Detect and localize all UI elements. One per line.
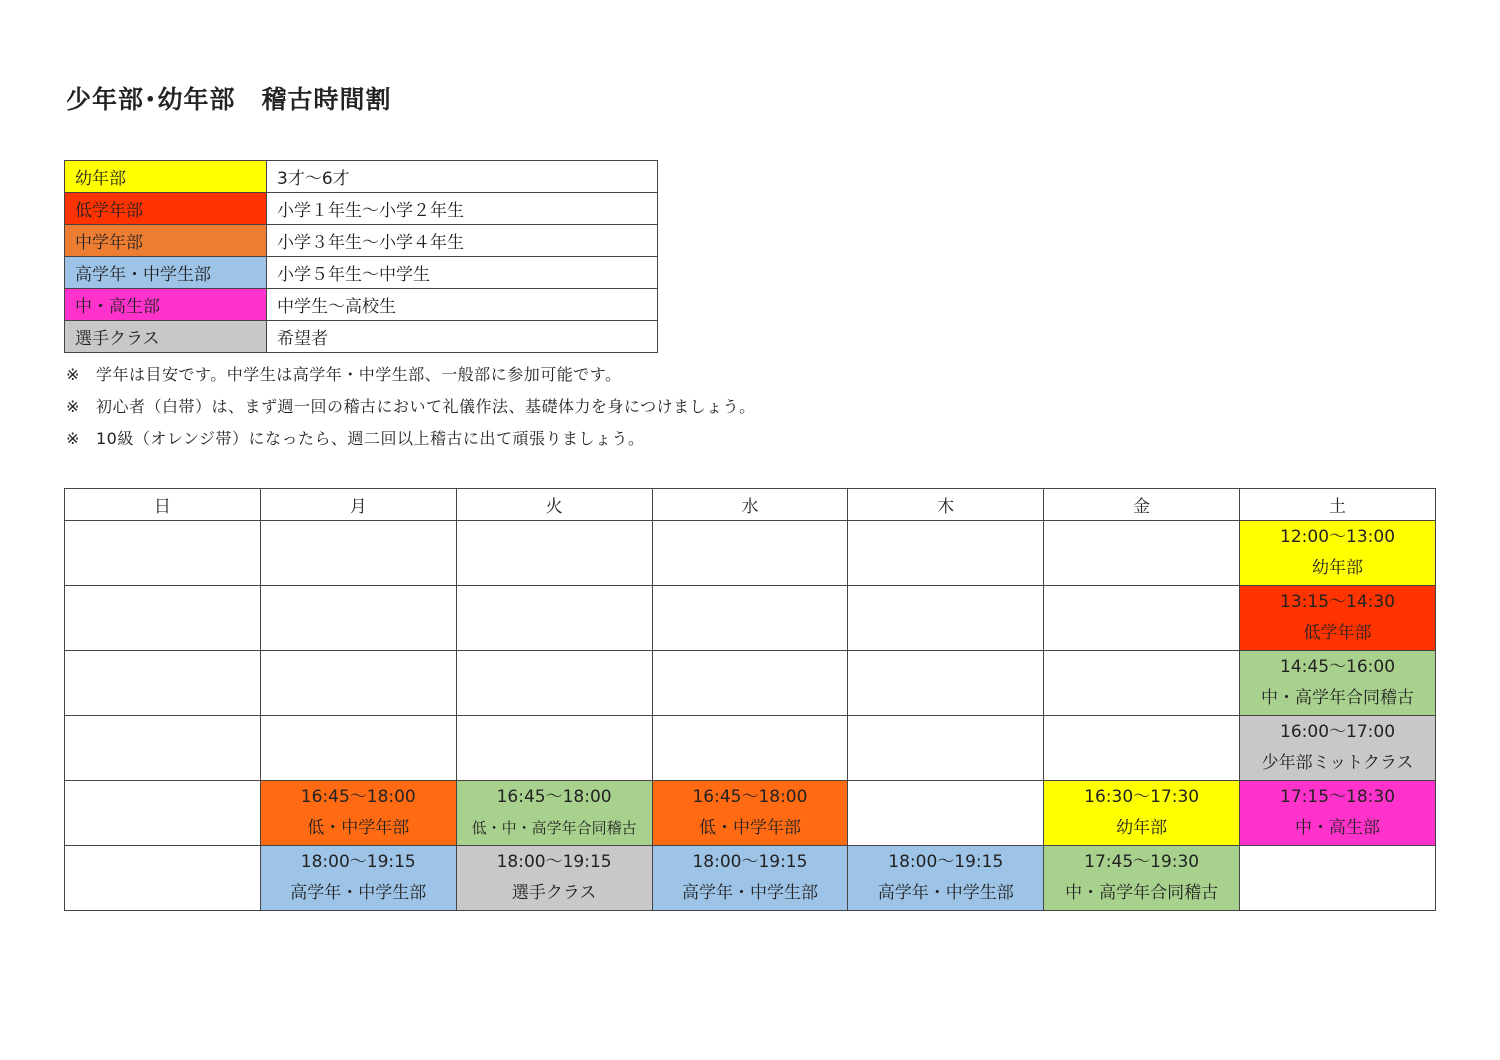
empty-slot	[848, 651, 1044, 716]
schedule-row	[65, 781, 1436, 846]
empty-slot	[456, 586, 652, 651]
slot-group: 高学年・中学生部	[681, 883, 818, 903]
legend-description: 中学生〜高校生	[267, 289, 658, 321]
legend-table	[64, 160, 658, 353]
empty-slot	[65, 781, 261, 846]
empty-slot	[848, 521, 1044, 586]
day-header-row	[65, 489, 1436, 521]
empty-slot	[1044, 521, 1240, 586]
slot-time: 16:00〜17:00	[1280, 722, 1396, 742]
note-mark: ※	[66, 429, 80, 448]
empty-slot	[65, 521, 261, 586]
legend-row	[65, 289, 658, 321]
class-slot	[1044, 846, 1240, 911]
slot-time: 16:45〜18:00	[692, 787, 808, 807]
legend-row	[65, 225, 658, 257]
class-slot	[1240, 651, 1436, 716]
day-header: 土	[1240, 489, 1436, 521]
empty-slot	[848, 586, 1044, 651]
slot-time: 16:45〜18:00	[496, 787, 612, 807]
legend-label: 低学年部	[65, 193, 267, 225]
legend-label: 中・高生部	[65, 289, 267, 321]
class-slot	[260, 846, 456, 911]
class-slot	[1240, 586, 1436, 651]
day-header: 火	[456, 489, 652, 521]
slot-time: 13:15〜14:30	[1280, 592, 1396, 612]
empty-slot	[456, 521, 652, 586]
class-slot	[652, 781, 848, 846]
schedule-row	[65, 846, 1436, 911]
slot-time: 17:15〜18:30	[1280, 787, 1396, 807]
page-title: 少年部･幼年部 稽古時間割	[66, 85, 392, 114]
empty-slot	[65, 586, 261, 651]
class-slot	[456, 846, 652, 911]
empty-slot	[65, 846, 261, 911]
slot-group: 高学年・中学生部	[290, 883, 427, 903]
day-header: 木	[848, 489, 1044, 521]
slot-time: 18:00〜19:15	[692, 852, 808, 872]
legend-description: 希望者	[267, 321, 658, 353]
note-text: 10級（オレンジ帯）になったら、週二回以上稽古に出て頑張りましょう。	[96, 429, 645, 448]
legend-label: 高学年・中学生部	[65, 257, 267, 289]
slot-group: 低・中学年部	[307, 818, 410, 838]
schedule-row	[65, 716, 1436, 781]
empty-slot	[652, 716, 848, 781]
legend-row	[65, 161, 658, 193]
schedule-row	[65, 521, 1436, 586]
legend-description: 3才〜6才	[267, 161, 658, 193]
empty-slot	[456, 716, 652, 781]
legend-label: 幼年部	[65, 161, 267, 193]
empty-slot	[1044, 586, 1240, 651]
class-slot	[1240, 781, 1436, 846]
slot-time: 16:45〜18:00	[300, 787, 416, 807]
slot-group: 少年部ミットクラス	[1261, 753, 1414, 773]
slot-time: 17:45〜19:30	[1084, 852, 1200, 872]
day-header: 月	[260, 489, 456, 521]
empty-slot	[848, 716, 1044, 781]
note-text: 学年は目安です。中学生は高学年・中学生部、一般部に参加可能です。	[96, 365, 622, 384]
legend-description: 小学１年生〜小学２年生	[267, 193, 658, 225]
empty-slot	[1044, 716, 1240, 781]
note-mark: ※	[66, 397, 80, 416]
note-text: 初心者（白帯）は、まず週一回の稽古において礼儀作法、基礎体力を身につけましょう。	[96, 397, 756, 416]
slot-group: 幼年部	[1312, 558, 1364, 578]
schedule-table	[64, 488, 1436, 911]
legend-label: 選手クラス	[65, 321, 267, 353]
empty-slot	[260, 586, 456, 651]
slot-group: 中・高生部	[1295, 818, 1381, 838]
legend-row	[65, 321, 658, 353]
empty-slot	[456, 651, 652, 716]
empty-slot	[260, 716, 456, 781]
notes	[66, 364, 756, 460]
class-slot	[652, 846, 848, 911]
class-slot	[1044, 781, 1240, 846]
slot-group: 選手クラス	[511, 883, 597, 903]
slot-group: 幼年部	[1116, 818, 1168, 838]
slot-group: 低学年部	[1303, 623, 1372, 643]
class-slot	[456, 781, 652, 846]
schedule-row	[65, 651, 1436, 716]
legend-description: 小学５年生〜中学生	[267, 257, 658, 289]
class-slot	[848, 846, 1044, 911]
slot-group: 中・高学年合同稽古	[1261, 688, 1415, 708]
schedule-row	[65, 586, 1436, 651]
slot-group: 低・中・高学年合同稽古	[471, 819, 637, 837]
slot-time: 18:00〜19:15	[888, 852, 1004, 872]
legend-row	[65, 257, 658, 289]
empty-slot	[260, 521, 456, 586]
empty-slot	[652, 586, 848, 651]
slot-time: 18:00〜19:15	[300, 852, 416, 872]
empty-slot	[65, 716, 261, 781]
legend-label: 中学年部	[65, 225, 267, 257]
slot-time: 16:30〜17:30	[1084, 787, 1200, 807]
legend-row	[65, 193, 658, 225]
empty-slot	[652, 651, 848, 716]
slot-time: 18:00〜19:15	[496, 852, 612, 872]
slot-time: 14:45〜16:00	[1280, 657, 1396, 677]
legend-description: 小学３年生〜小学４年生	[267, 225, 658, 257]
slot-group: 高学年・中学生部	[877, 883, 1014, 903]
note-item	[66, 396, 756, 428]
empty-slot	[848, 781, 1044, 846]
note-item	[66, 364, 756, 396]
empty-slot	[1240, 846, 1436, 911]
empty-slot	[1044, 651, 1240, 716]
empty-slot	[652, 521, 848, 586]
empty-slot	[260, 651, 456, 716]
slot-group: 中・高学年合同稽古	[1065, 883, 1219, 903]
note-item	[66, 428, 756, 460]
class-slot	[1240, 716, 1436, 781]
day-header: 金	[1044, 489, 1240, 521]
day-header: 日	[65, 489, 261, 521]
slot-time: 12:00〜13:00	[1280, 527, 1396, 547]
note-mark: ※	[66, 365, 80, 384]
day-header: 水	[652, 489, 848, 521]
class-slot	[1240, 521, 1436, 586]
class-slot	[260, 781, 456, 846]
slot-group: 低・中学年部	[698, 818, 801, 838]
empty-slot	[65, 651, 261, 716]
